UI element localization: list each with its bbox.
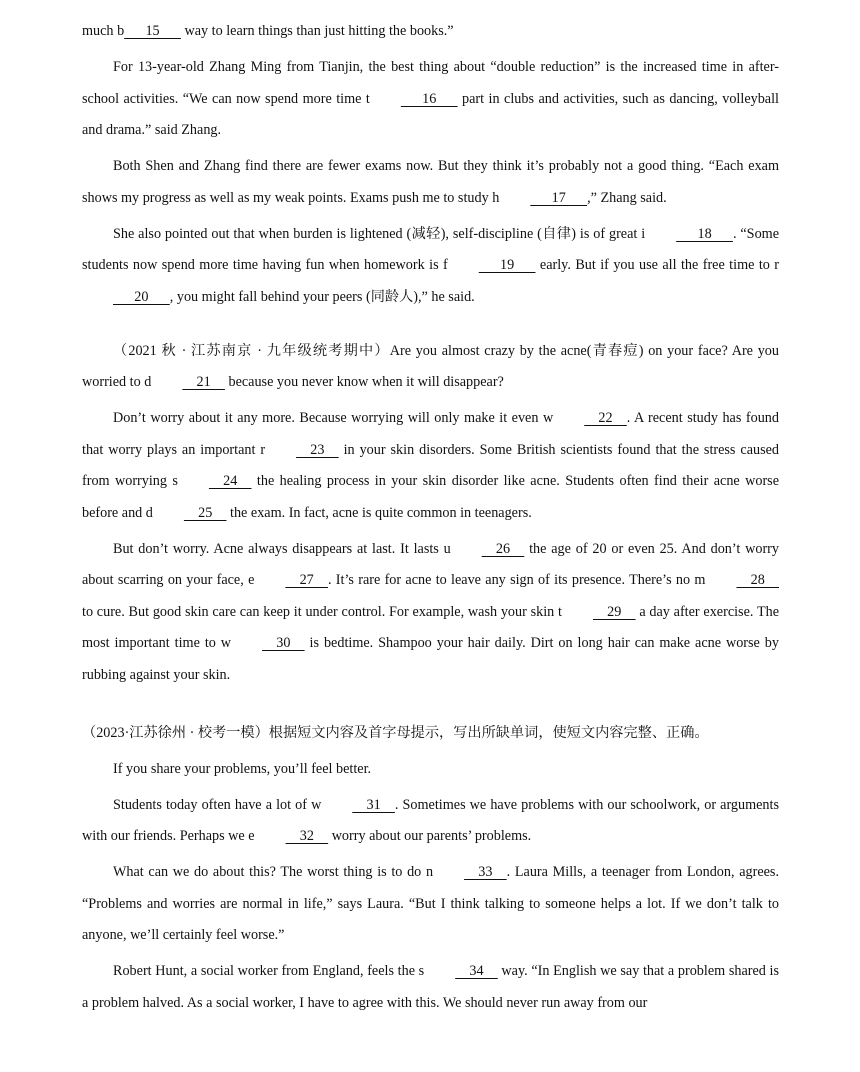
- paragraph-s1-3: [82, 219, 779, 314]
- text: Are you almost crazy by the acne(青春痘) on your face? Are you worried to d: [82, 342, 779, 390]
- text: early. But if you use all the free time to r: [535, 257, 780, 273]
- text: But don’t worry. Acne always disappears at last. It lasts u: [113, 540, 451, 557]
- paragraph-s3-1: [82, 790, 779, 853]
- blank-24[interactable]: 24: [208, 473, 252, 489]
- paragraph-s2-1: [82, 403, 779, 529]
- text: Students today often have a lot of w: [113, 796, 322, 813]
- blank-21[interactable]: 21: [182, 374, 225, 390]
- text: the healing process in your skin disorder like acne. Students often find their acne worse before and d: [82, 473, 779, 521]
- source-label: （2023·江苏徐州 · 校考一模）根据短文内容及首字母提示，写出所缺单词，使短文内容完整、正确。: [82, 724, 709, 741]
- text: ,” Zhang said.: [587, 189, 667, 206]
- source-line-s3: [82, 718, 779, 750]
- blank-25[interactable]: 25: [183, 504, 227, 521]
- text: to cure. But good skin care can keep it under control. For example, wash your skin t: [82, 603, 562, 620]
- text: worry about our parents’ problems.: [328, 828, 532, 844]
- blank-29[interactable]: 29: [592, 603, 636, 620]
- paragraph-s1-2: [82, 151, 779, 214]
- text: Both Shen and Zhang find there are fewer exams now. But they think it’s probably not a good thing. “Each exam shows my progress as well as my weak points. Exams push me to study h: [82, 158, 779, 206]
- blank-20[interactable]: 20: [113, 288, 170, 305]
- paragraph-s1-1: [82, 52, 779, 147]
- text: the exam. In fact, acne is quite common in teenagers.: [226, 504, 532, 521]
- text: For 13-year-old Zhang Ming from Tianjin, the best thing about “double reduction” is the increased time in after-school activities. “We can now spend more time t: [82, 59, 779, 107]
- paragraph-s2-2: [82, 534, 779, 692]
- source-label: （2021 秋 · 江苏南京 · 九年级统考期中）: [113, 342, 390, 359]
- text: much b: [82, 23, 125, 39]
- blank-28[interactable]: 28: [736, 572, 779, 588]
- text: because you never know when it will disappear?: [224, 374, 504, 390]
- blank-22[interactable]: 22: [584, 410, 627, 426]
- text: way to learn things than just hitting the books.”: [180, 23, 454, 39]
- paragraph-s3-3: [82, 956, 779, 1019]
- blank-31[interactable]: 31: [352, 796, 395, 813]
- blank-19[interactable]: 19: [478, 257, 536, 273]
- text: Don’t worry about it any more. Because worrying will only make it even w: [113, 410, 554, 426]
- blank-17[interactable]: 17: [530, 189, 588, 206]
- text: , you might fall behind your peers (同龄人),” he said.: [169, 288, 475, 305]
- spacer: [82, 696, 779, 718]
- paragraph-s3-2: [82, 857, 779, 952]
- text: . “Some students now spend more time having fun when homework is f: [82, 225, 779, 273]
- text: Robert Hunt, a social worker from England, feels the s: [113, 963, 425, 979]
- text: . It’s rare for acne to leave any sign of its presence. There’s no m: [327, 572, 706, 588]
- blank-33[interactable]: 33: [464, 864, 507, 880]
- text: . Sometimes we have problems with our schoolwork, or arguments with our friends. Perhaps we e: [82, 796, 779, 844]
- text: If you share your problems, you’ll feel better.: [113, 760, 372, 777]
- blank-26[interactable]: 26: [481, 540, 525, 557]
- text: in your skin disorders. Some British scientists found that the stress caused from worrying s: [82, 441, 779, 489]
- paragraph-s1-0: [82, 16, 779, 48]
- blank-16[interactable]: 16: [400, 90, 458, 107]
- blank-15[interactable]: 15: [124, 23, 181, 39]
- blank-27[interactable]: 27: [285, 572, 328, 588]
- blank-18[interactable]: 18: [676, 225, 733, 242]
- blank-23[interactable]: 23: [296, 441, 339, 458]
- document-page: [82, 16, 779, 1024]
- blank-34[interactable]: 34: [455, 963, 498, 979]
- text: is bedtime. Shampoo your hair daily. Dirt on long hair can make acne worse by rubbing against your skin.: [82, 635, 779, 683]
- text: way. “In English we say that a problem shared is a problem halved. As a social worker, I have to agree with this. We should never run away from our: [82, 963, 779, 1011]
- text: the age of 20 or even 25. And don’t worry about scarring on your face, e: [82, 540, 779, 588]
- text: part in clubs and activities, such as dancing, volleyball and drama.” said Zhang.: [82, 90, 779, 138]
- text: She also pointed out that when burden is lightened (减轻), self-discipline (自律) is of great i: [113, 225, 646, 242]
- spacer: [82, 318, 779, 336]
- text: a day after exercise. The most important time to w: [82, 603, 779, 651]
- paragraph-s2-0: [82, 336, 779, 399]
- text: . Laura Mills, a teenager from London, agrees. “Problems and worries are normal in life,” says Laura. “But I think talking to someone helps a lot. If we don’t talk to anyone, we’ll certainly feel worse.”: [82, 864, 779, 943]
- text: . A recent study has found that worry plays an important r: [82, 410, 779, 458]
- blank-30[interactable]: 30: [262, 635, 305, 651]
- passage-title: [82, 754, 779, 786]
- blank-32[interactable]: 32: [285, 828, 329, 844]
- text: What can we do about this? The worst thing is to do n: [113, 864, 434, 880]
